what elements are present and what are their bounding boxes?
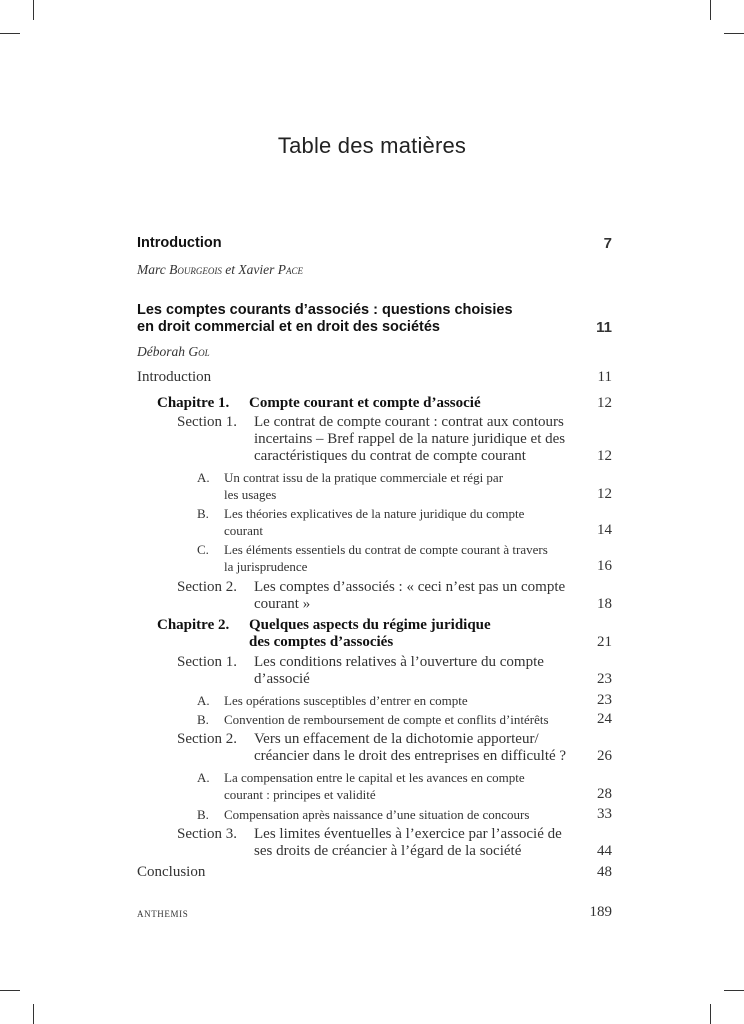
section-title-line1: Les comptes d’associés : « ceci n’est pas un compte	[254, 579, 566, 595]
subsection-label: B.	[197, 506, 209, 521]
section-title-line2: d’associé	[254, 671, 310, 687]
toc-entry-introduction[interactable]	[137, 235, 612, 252]
toc-page-number: 14	[597, 522, 612, 538]
toc-page-number: 28	[597, 786, 612, 802]
toc-page-number: 12	[597, 395, 612, 411]
toc-entry-chapter-1[interactable]	[137, 395, 612, 412]
footer-page-number: 189	[589, 904, 612, 920]
toc-author	[137, 262, 612, 278]
section-label: Section 1.	[177, 654, 237, 670]
subsection-title: Convention de remboursement de compte et conflits d’intérêts	[224, 712, 549, 727]
subsection-title	[224, 505, 569, 539]
crop-mark-bottom-left-vertical	[33, 1004, 34, 1024]
subsection-title	[224, 769, 569, 803]
chapter-title: Compte courant et compte d’associé	[249, 395, 481, 411]
subsection-title-line1: Les éléments essentiels du contrat de compte courant à travers	[224, 542, 548, 557]
toc-page-number: 12	[597, 486, 612, 502]
toc-entry-introduction-2[interactable]	[137, 369, 612, 386]
toc-entry-text: Introduction	[137, 235, 222, 251]
subsection-label: A.	[197, 770, 210, 785]
section-label: Section 2.	[177, 579, 237, 595]
section-title	[254, 826, 579, 860]
subsection-label: A.	[197, 693, 210, 708]
toc-entry-chapter-2[interactable]	[137, 617, 612, 651]
subsection-label: A.	[197, 470, 210, 485]
author-last-name: Bourgeois	[169, 262, 222, 277]
section-title	[254, 414, 579, 465]
toc-entry-text: Introduction	[137, 369, 212, 385]
section-label: Section 2.	[177, 731, 237, 747]
subsection-label: B.	[197, 807, 209, 822]
toc-entry-subsection-a[interactable]	[137, 692, 612, 709]
crop-mark-bottom-right-horizontal	[724, 990, 744, 991]
toc-page-number: 18	[597, 596, 612, 612]
subsection-title-line2: courant : principes et validité	[224, 787, 376, 802]
toc-entry-section-1-1[interactable]	[137, 414, 612, 465]
chapter-title-line1: Quelques aspects du régime juridique	[249, 617, 491, 633]
section-title-line2: courant »	[254, 596, 311, 612]
toc-page-number: 21	[597, 634, 612, 650]
subsection-label: B.	[197, 712, 209, 727]
section-title-line1: Le contrat de compte courant : contrat aux contours	[254, 414, 564, 430]
toc-entry-article[interactable]	[137, 302, 612, 336]
chapter-label: Chapitre 2.	[157, 617, 230, 633]
author-last-name: Gol	[188, 344, 210, 359]
toc-entry-text: Conclusion	[137, 864, 206, 880]
author-last-name-2: Pace	[277, 262, 303, 277]
section-title-line3: caractéristiques du contrat de compte courant	[254, 448, 526, 464]
toc-page-number: 33	[597, 806, 612, 822]
section-title	[254, 654, 579, 688]
toc-page-number: 44	[597, 843, 612, 859]
toc-entry-subsection-c[interactable]	[137, 541, 612, 575]
subsection-title-line1: Les théories explicatives de la nature juridique du compte	[224, 506, 525, 521]
toc-entry-section-2-2[interactable]	[137, 731, 612, 765]
author-join: et Xavier	[221, 262, 278, 277]
footer-publisher: ANTHEMIS	[137, 909, 189, 919]
crop-mark-top-left-vertical	[33, 0, 34, 20]
subsection-title-line2: les usages	[224, 487, 277, 502]
subsection-title-line2: la jurisprudence	[224, 559, 308, 574]
chapter-title-line2: des comptes d’associés	[249, 634, 394, 650]
author-first-name: Marc	[137, 262, 170, 277]
subsection-title	[224, 469, 569, 503]
section-title-line1: Les conditions relatives à l’ouverture du compte	[254, 654, 544, 670]
crop-mark-top-left-horizontal	[0, 33, 20, 34]
subsection-title-line2: courant	[224, 523, 263, 538]
subsection-title	[224, 541, 569, 575]
toc-entry-section-1-2[interactable]	[137, 579, 612, 613]
toc-page-number: 48	[597, 864, 612, 880]
section-label: Section 3.	[177, 826, 237, 842]
section-title-line2: incertains – Bref rappel de la nature juridique et des	[254, 431, 566, 447]
crop-mark-top-right-vertical	[710, 0, 711, 20]
toc-entry-subsection-b[interactable]	[137, 711, 612, 728]
toc-page-number: 11	[597, 369, 612, 385]
chapter-title	[249, 617, 491, 651]
toc-page-number: 23	[597, 671, 612, 687]
subsection-title: Les opérations susceptibles d’entrer en compte	[224, 693, 468, 708]
toc-entry-subsection-b[interactable]	[137, 806, 612, 823]
page-title: Table des matières	[277, 133, 467, 158]
toc-page-number: 16	[597, 558, 612, 574]
section-title-line2: créancier dans le droit des entreprises en difficulté ?	[254, 748, 567, 764]
toc-entry-section-2-3[interactable]	[137, 826, 612, 860]
toc-page-number: 26	[597, 748, 612, 764]
subsection-title: Compensation après naissance d’une situation de concours	[224, 807, 530, 822]
toc-entry-line1: Les comptes courants d’associés : questions choisies	[137, 302, 513, 318]
crop-mark-bottom-left-horizontal	[0, 990, 20, 991]
section-title-line1: Vers un effacement de la dichotomie apporteur/	[254, 731, 539, 747]
crop-mark-top-right-horizontal	[724, 33, 744, 34]
toc-entry-line2: en droit commercial et en droit des sociétés	[137, 319, 440, 335]
section-title	[254, 731, 579, 765]
subsection-title-line1: La compensation entre le capital et les avances en compte	[224, 770, 525, 785]
toc-entry-subsection-a[interactable]	[137, 769, 612, 803]
section-label: Section 1.	[177, 414, 237, 430]
section-title-line2: ses droits de créancier à l’égard de la société	[254, 843, 522, 859]
toc-page-number: 11	[596, 319, 612, 336]
toc-entry-conclusion[interactable]	[137, 864, 612, 881]
section-title-line1: Les limites éventuelles à l’exercice par l’associé de	[254, 826, 562, 842]
crop-mark-bottom-right-vertical	[710, 1004, 711, 1024]
subsection-label: C.	[197, 542, 209, 557]
toc-entry-section-2-1[interactable]	[137, 654, 612, 688]
author-first-name: Déborah	[137, 344, 189, 359]
toc-entry-subsection-a[interactable]	[137, 469, 612, 503]
section-title	[254, 579, 579, 613]
toc-page-number: 12	[597, 448, 612, 464]
toc-author	[137, 344, 612, 360]
chapter-label: Chapitre 1.	[157, 395, 230, 411]
subsection-title-line1: Un contrat issu de la pratique commerciale et régi par	[224, 470, 504, 485]
toc-page-number: 24	[597, 711, 612, 727]
toc-entry-subsection-b[interactable]	[137, 505, 612, 539]
toc-page-number: 23	[597, 692, 612, 708]
toc-page-number: 7	[603, 235, 612, 252]
